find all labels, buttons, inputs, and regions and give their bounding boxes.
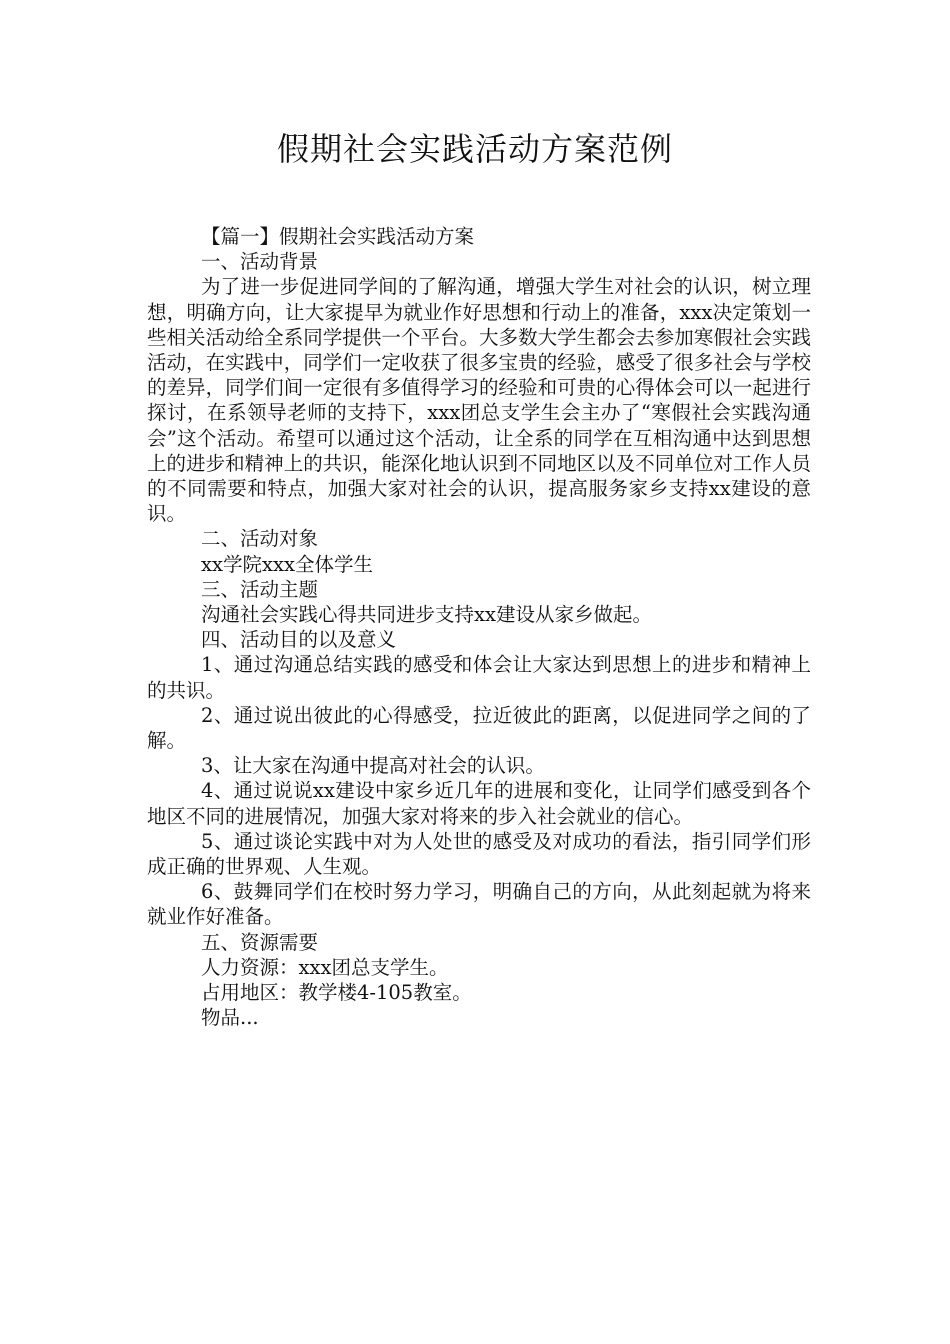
- resource-line: 人力资源：xxx团总支学生。: [201, 955, 449, 979]
- purpose-item: 1、通过沟通总结实践的感受和体会让大家达到思想上的进步和精神上的共识。: [147, 653, 811, 702]
- purpose-item: 3、让大家在沟通中提高对社会的认识。: [201, 754, 545, 778]
- purpose-item: 6、鼓舞同学们在校时努力学习，明确自己的方向，从此刻起就为将来就业作好准备。: [147, 880, 811, 929]
- theme-text: 沟通社会实践心得共同进步支持xx建设从家乡做起。: [201, 603, 652, 627]
- section-title-purpose: 四、活动目的以及意义: [201, 628, 397, 652]
- document-title: 假期社会实践活动方案范例: [276, 130, 673, 168]
- section-title-target: 二、活动对象: [201, 527, 319, 551]
- section-title-background: 一、活动背景: [201, 250, 319, 274]
- purpose-item: 2、通过说出彼此的心得感受，拉近彼此的距离，以促进同学之间的了解。: [147, 703, 811, 753]
- resource-line: 物品...: [201, 1006, 259, 1030]
- purpose-item: 5、通过谈论实践中对为人处世的感受及对成功的看法，指引同学们形成正确的世界观、人生观。: [147, 829, 811, 879]
- section-title-resources: 五、资源需要: [201, 930, 319, 954]
- purpose-item: 4、通过说说xx建设中家乡近几年的进展和变化，让同学们感受到各个地区不同的进展情况，加强大家对将来的步入社会就业的信心。: [147, 779, 811, 828]
- resource-line: 占用地区：教学楼4-105教室。: [201, 981, 472, 1005]
- document-body: [147, 224, 811, 1031]
- article-heading: 【篇一】假期社会实践活动方案: [201, 225, 475, 248]
- section-title-theme: 三、活动主题: [201, 577, 319, 601]
- target-text: xx学院xxx全体学生: [201, 552, 373, 576]
- background-paragraph: 为了进一步促进同学间的了解沟通，增强大学生对社会的认识，树立理想，明确方向，让大家提早为就业作好思想和行动上的准备，xxx决定策划一些相关活动给全系同学提供一个平台。大多数大学生都会去参加寒假社会实践活动，在实践中，同学们一定收获了很多宝贵的经验，感受了很多社会与学校的差异，同学们间一定很有多值得学习的经验和可贵的心得体会可以一起进行探讨，在系领导老师的支持下，xxx团总支学生会主办了“寒假社会实践沟通会”这个活动。希望可以通过这个活动，让全系的同学在互相沟通中达到思想上的进步和精神上的共识，能深化地认识到不同地区以及不同单位对工作人员的不同需要和特点，加强大家对社会的认识，提高服务家乡支持xx建设的意识。: [147, 275, 811, 526]
